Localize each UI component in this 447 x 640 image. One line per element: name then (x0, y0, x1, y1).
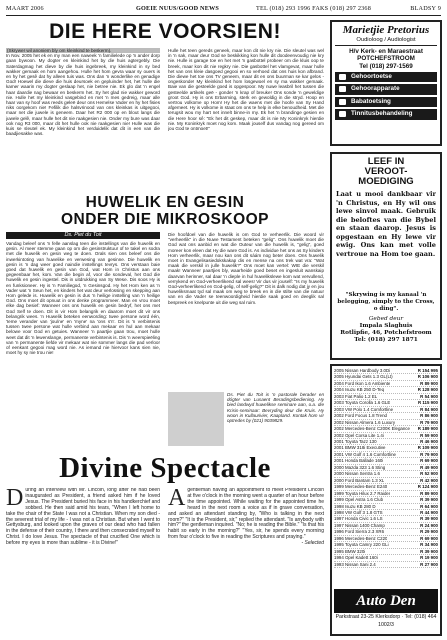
car-price: R 89 900 (420, 490, 438, 496)
sponsor-address: Rotlipfie, 46, Potchefstroom (340, 330, 432, 336)
service-item: Babatoetsing (335, 97, 437, 108)
drop-cap: A (168, 488, 186, 511)
car-name: 1995 BMW 320i (334, 548, 366, 554)
car-price: R 42 900 (420, 477, 438, 483)
article-body-1: uring an interview with Mr. Lincoln, long after he had been inaugurated as President, a friend asked him if he loved Jesus. The President buried his face in his handkerchief and sobbed. He then said amid his tears, "When I left home to take the chair of the State I was not a Christian. When my son died - the severest trial of my life - I was not a Christian. But when I went to Gettysburg, and looked upon the graves of our dead who had fallen in the defense of their country, I there and then consecrated myself to Christ. I do love Jesus. The spectacle of that crucified One which is before my eyes is more than sublime - it is Divine!" (6, 488, 160, 547)
article-column-1 (6, 488, 160, 638)
car-name: 2003 Fiat Palio 1.2 EL (334, 393, 378, 399)
notice-title (336, 157, 436, 187)
car-price: R 39 900 (420, 497, 438, 503)
notice-quote: "Skrywing is my kanaal 'n belegging, simply to the Cross, o ding". (337, 292, 435, 312)
car-name: 2000 Ford Bantam 1.3 XL (334, 477, 385, 483)
page-header (6, 3, 441, 16)
article-body-2: Die hoofdoel van die huwelik is om God te verheerlik. Die woord vir "verheerlik" in die Nuwe Testament beteken "gelig". Ons huwelik moet die God wat ons aanbid en wat die Outeur van die huwelik is, "gelig", goed moreer kon eleen dat Hy die ware God is. As individue het ons as Sy kinders Hom verheerlik, maar nou kan ons dit sáám nog beter doen. Ons huwelik moet in Evangelisasiedokskakap dis en mense na ons trek wat vra: "Wat maak die verskil in julle huwelik?" Ons moet kan vertel: WIE die verskil maak! Wanneer paartjies bly, waarheide goed beset en ingesluit wanskaip daarvan herinner, sal daar 'n dieple in hul huwelikslewe kom wat vervullend, verrykend en God-verheerlikend sal wees! Vir dus vir jouself: "Is my huwelik God-verheerlikend en God-gelig, of self-gelig?" Dit is dalk nodig dat jy en jou huweliksmaat tyd sal maak om weg te breek en in die stilte van die natuur van en die Vader se teenwoordigheid hierdie saak goed en deeglik sal bespreek en knelpunte uit die weg sal ruim. (168, 232, 324, 305)
author-photo (168, 392, 224, 446)
car-price: R 52 900 (420, 471, 438, 477)
car-name: 2001 Honda Ballade 160i (334, 458, 384, 464)
car-price: R 39 900 (420, 548, 438, 554)
car-price: R 109 900 (417, 445, 438, 451)
author-bio: Ds. Piet du Toit is 'n pastorale berader en dógter van Lusaent Beradingsbediening. Hy bied landwyd huwelikse seminare aan, o.a. die Krisis-seminaar: Bevryding deur die Kruis. Hy woon in Kullaurivier, Kaapland. Kontak hom vir optredes by (021) 9039829. (227, 392, 324, 424)
car-price: R 69 900 (420, 458, 438, 464)
article-divine-spectacle (6, 452, 324, 638)
car-name: 1995 Toyota Camry 220 GLi (334, 542, 389, 548)
article-title: DIE HERE VOORSIEN! (49, 20, 281, 43)
car-name: 2005 Nissan Hardbody 3.0Di (334, 368, 391, 373)
car-price: R 189 900 (417, 426, 438, 432)
article-intro: (Skrywer wil anoniem bly om kleinkind te beskerm). (6, 48, 160, 53)
notice-title-line-2: VEROOT- (364, 166, 408, 177)
car-price: R 46 900 (420, 438, 438, 444)
article-column-2 (168, 232, 324, 446)
article-body-2: gentleman having an appointment to meet President Lincoln at five o'clock in the morning went a quarter of an hour before the time appointed. While waiting for the appointed time he heard in the next room a voice as if in grave conversation, and asked an attendant standing by, "Who is talking in the next room?" "It is the President, sir," replied the attendant. "Is anybody with him?" the gentleman inquired. "No; he is reading the Bible." "Is that his habit so early in the morning?" "Yes, sir, he spends every morning from four o'clock to five in reading the Scriptures and praying." (168, 488, 324, 541)
contact-info: TEL (018) 293 1996 FAKS (018) 297 2368 (256, 5, 372, 12)
car-price: R 54 900 (420, 393, 438, 399)
car-price: R 154 995 (417, 368, 438, 373)
article-die-here-voorsien (6, 20, 324, 190)
car-price: R 64 900 (420, 503, 438, 509)
article-huwelik-en-gesin (6, 194, 324, 449)
paper-name: GOEIE NUUS/GOOD NEWS (136, 5, 220, 12)
service-item: Tinnitusbehandeling (335, 109, 437, 120)
car-price: R 34 900 (420, 542, 438, 548)
article-signature: - Selected (301, 540, 324, 547)
car-price: R 86 900 (420, 413, 438, 419)
title-line-1: HUWELIK EN GESIN (85, 194, 245, 211)
car-price: R 124 900 (417, 484, 438, 490)
article-column-1: Vandag beleef ons 'n felle aanslag teen die instellings van die huwelik en gesin. Al meer stemme gaan op om die gesinstruktuur of te takel en sodra met die huwelik en gesin weg te doen. Orals sien ons beleef ons die inwerkintoting van huwelike en verwesing van gesinne. Die huwelik en gesin is 'n dag weer goed naindie instellings tevrys. Ons verstaan baie goed dat huwelik en gesin van God, wat Hom in Christus aan ons gegeenbaar het, kom. Van die begin af, voor die sondeval, het God die huwelik en gesin ingestel. Dis in uitdrukking van Sy Wese. Dis soos Hy is en funksioneer. Hy is 'n Familiegod, 'n Gesinsgod. Hy het Hom ken as 'n Vader wat 'n Seun het, en kinders het wat deur verlossing en skepping aan Hom gelede is. Huwelik en gesin is dus 'n heilige instelling van 'n heilige God. Ons moet dit opnuut in ons denke programmeer. Man en vrou moet elke dag besief: Wanneer ons ons huwelik en gesin bedryf, het ons met God Self te doen. Dit is vir Hom belangrik en daarom moet dit vir ons belangrik wees. 'n Huwelik beteken eenwording: twee persone word één, 'Ieme verander van 'jou/ne' en 'myne' na 'ons s'n'. Dit is 'n verbintenis tussen twee persone wat hulle verbind aan mekaar en hul aan mekaar belowe voor God en getuies. Wanneer 'n paartjie gaan trou, moet hulle weet dat dit 'n lewenslange, permanente verbintenis is. Dis 'n weerspieëling van 'n permanente liefde vir mekaar wat nie sommer langs die pad verloor of eenkant gegooi mag word nie. As iemand nie hiervoor kans sien nie, moet hy sy nie trou nie! (6, 241, 160, 356)
car-name: 1998 VW Golf 3 1.8 GTS (334, 509, 383, 515)
page-number: BLADSY 9 (410, 5, 441, 12)
car-name: 1999 Toyota Hilux 2.7 Raider (334, 490, 391, 496)
notice-title-line-3: MOEDIGING (358, 176, 414, 187)
issue-date: MAART 2006 (6, 5, 44, 12)
car-name: 2000 Nissan Sentra 1.6 (334, 471, 380, 477)
car-name: 2002 Mercedes-Benz C200K Elegance (334, 426, 410, 432)
auto-den-logo: Auto Den (334, 589, 438, 613)
service-item: Gehoorapparate (335, 84, 437, 95)
car-name: 2003 Toyota Corolla 1.6 GLE (334, 400, 391, 406)
sponsor-phone: Tel: (018) 297 1871 (354, 337, 418, 343)
car-price: R 19 900 (420, 555, 438, 561)
sponsor-label: Gebed deur (368, 316, 404, 322)
car-price: R 44 900 (420, 509, 438, 515)
service-item: Gehoortoetse (335, 72, 437, 83)
article-byline: Ds. Piet du Toit (6, 232, 160, 239)
address-line-2: POTCHEFSTROOM (357, 55, 415, 63)
article-title (6, 194, 324, 228)
article-column-2 (168, 488, 324, 638)
car-price: R 29 900 (420, 529, 438, 535)
car-name: 2001 Toyota Tazz 130 (334, 438, 377, 444)
car-name: 2004 Isuzu KB 250 D-Teq (334, 387, 385, 393)
car-name: 2000 Mazda 323 1.6 Sting (334, 464, 386, 470)
audiologist-phone: Tel (018) 297-1569 (359, 62, 413, 70)
notice-sponsor (336, 316, 436, 344)
car-price: R 89 900 (420, 380, 438, 386)
car-price: R 49 900 (420, 464, 438, 470)
car-name: 1998 Isuzu KB 280 D (334, 503, 376, 509)
car-price: R 84 900 (420, 406, 438, 412)
encouragement-notice (330, 152, 442, 360)
car-price: R 59 900 (420, 432, 438, 438)
car-price: R 27 900 (420, 561, 438, 567)
audiologist-name: Marietjie Pretorius (342, 24, 430, 36)
car-price: R 106 900 (417, 374, 438, 380)
audiologist-tagline: Oudioloog / Audiologist (335, 37, 437, 46)
article-column-1 (6, 48, 160, 188)
article-column-2: Hulle het teen gereds geneek, maar kon dit nie kry nie. Die sleutel was wel in 'n sak, maar deur God se beskikking kon hulle dit doodeenvoudig nie kry nie. Hulle is garage toe en het met 'n gasbottel probeer om die kluis oop te breek, maar kon dit nie regkry nie. Die gasbottel het vlamgevat, maar hulle het van ons kleie dasgoed gegooi en so verhoed dat ons huis kon afbrand. Die diewe het toe ons TV geneem, maar dit en ons buurman se kar gelos - ongeskonde! My kleinkind het hom losgewoel en sy ma wakker gemaak. Baie van die gesteelde goed is opgespoor. My nuwe leasbril het tussen die gesteelde artikels geë - gonder 'n krap of breuke! Ons sonde 'n geweldige groot God. Hy is ons Erbarming, sterk en gewoldig in die stryd. Hoop en vertrou volkome op Hom! Hy het die waens met die hoofe van Sy Hand afgemeet. Hy is volkome in staat om ons te help in elke benoudheid. Met die terugsit wou my hart net innelt binne-in my. Ek het 'n brandinge gesien en die Here hoor sê: "Ek het dit geskep, maar dit is nie My Koninkryk hierdie nie. My Koninkryk moet nog kom. Maak jouself dus vandag nog gereed om jou God te ontmoet!" (168, 48, 324, 132)
car-name: 1993 Nissan Sani 2.4 (334, 561, 376, 567)
auto-den-footer: Parkstraat 23-25 Klerksdorp · Tel: (018) 464 1002/3 (335, 614, 437, 628)
notice-title-line-1: LEEF IN (367, 156, 405, 167)
article-body-1: In Nov. 2005 het ek en my man een naweek 'n familielede op 'n ander dorp gaan bywoon. My dogter en kleinkind het by die huis agtergebly. Die Saterdagmag het dieve by die huis ingebreek, my kleinkind in sy bed wakker gemaak en hom aangehou. Hulle het hom gevra waar sy ouers is en hy het gesê dat hy alleen tuis was. Ons dan 'n wonderlike en genadige God! Hoewel die dieve die huis deursoek en gepluinder het, het hulle die kamer waarin my dogter geslaap het, nie betree nie. Ek glo dat 'n engel haar daardie nag bewaar en beskerm het. Sy het glad nie wakker geword nie. Hulle het my kleinkind vasgebind en met 'n mes gedreig, maar alle haar van sy hoof was reeds geleë deur ons Hemelse Vader en hy het fisies niks oorgekom nie! Fefilik die halsvrinood van ons kleinkas is uitgegooi, maar net die juwele is geneem. Daar het R2 000 op en blout langs die juwele gelê, maar hulle het dit nie raakgesien nie. Onder my bure was daar ook nog R3 000, maar dit het hulle ook nie raakgesien nie! Hulle was die kuis se sleutel ek. My kleinkind het verduidelik dat dit in een van die baadjiesakke was. (6, 53, 160, 137)
car-name: 1997 Nissan 1400 Champ (334, 522, 385, 528)
address-line-1: H/v Kerk- en Maraestraat (349, 48, 423, 55)
car-name: 1997 Honda Civic 1.6 LS (334, 516, 383, 522)
car-name: 2003 VW Polo 1.4 Comfortline (334, 406, 394, 412)
car-name: 2001 VW Golf 4 1.6 Comfortline (334, 451, 396, 457)
car-price: R 69 900 (420, 535, 438, 541)
sponsor-name: Impala Slaghuis (359, 323, 413, 329)
notice-body: Laat u mooi dankbaar vir 'n Christus, en Hy wil ons lewe sinvol maak. Gebruik die beloftes van die Bybel en staan daarop. Jesus is opgestaan en Hy lewe vir ewig. Ons kan met volle vertroue na Hom toe gaan. (336, 190, 436, 258)
car-price: R 24 900 (420, 522, 438, 528)
car-name: 1999 Opel Astra 1.6 Club (334, 497, 384, 503)
car-name: 1996 Mercedes-Benz C220 (334, 535, 388, 541)
article-title: Divine Spectacle (59, 452, 271, 484)
car-name: 2004 Ford Ikon 1.6 Ambiente (334, 380, 391, 386)
audiologist-ad (330, 20, 442, 146)
car-price: R 39 900 (420, 516, 438, 522)
car-name: 2005 Hyundai Gets 1.3 GL(Lt) (334, 374, 393, 380)
car-price: R 128 900 (417, 387, 438, 393)
car-price: R 79 900 (420, 451, 438, 457)
car-name: 2002 Ford Focus 1.8 Trend (334, 413, 387, 419)
car-listing-row (334, 562, 438, 568)
title-line-2: ONDER DIE MIKROSKOOP (60, 211, 270, 228)
car-name: 2002 Opel Corsa Lite 1.4i (334, 432, 384, 438)
audiologist-address (335, 48, 437, 70)
car-name: 1999 Mercedes-Benz E240 (334, 484, 388, 490)
car-name: 2002 Nissan Almera 1.6 Luxury (334, 419, 396, 425)
car-name: 2001 BMW 318i Executive (334, 445, 386, 451)
car-price: R 79 900 (420, 419, 438, 425)
car-price: R 115 900 (417, 400, 438, 406)
car-listing (334, 368, 438, 586)
auto-den-ad (330, 364, 442, 636)
car-name: 1994 Opel Kadett 160i (334, 555, 378, 561)
car-name: 1996 Ford Sierra 2.3 XR6 (334, 529, 385, 535)
drop-cap: D (6, 488, 24, 511)
